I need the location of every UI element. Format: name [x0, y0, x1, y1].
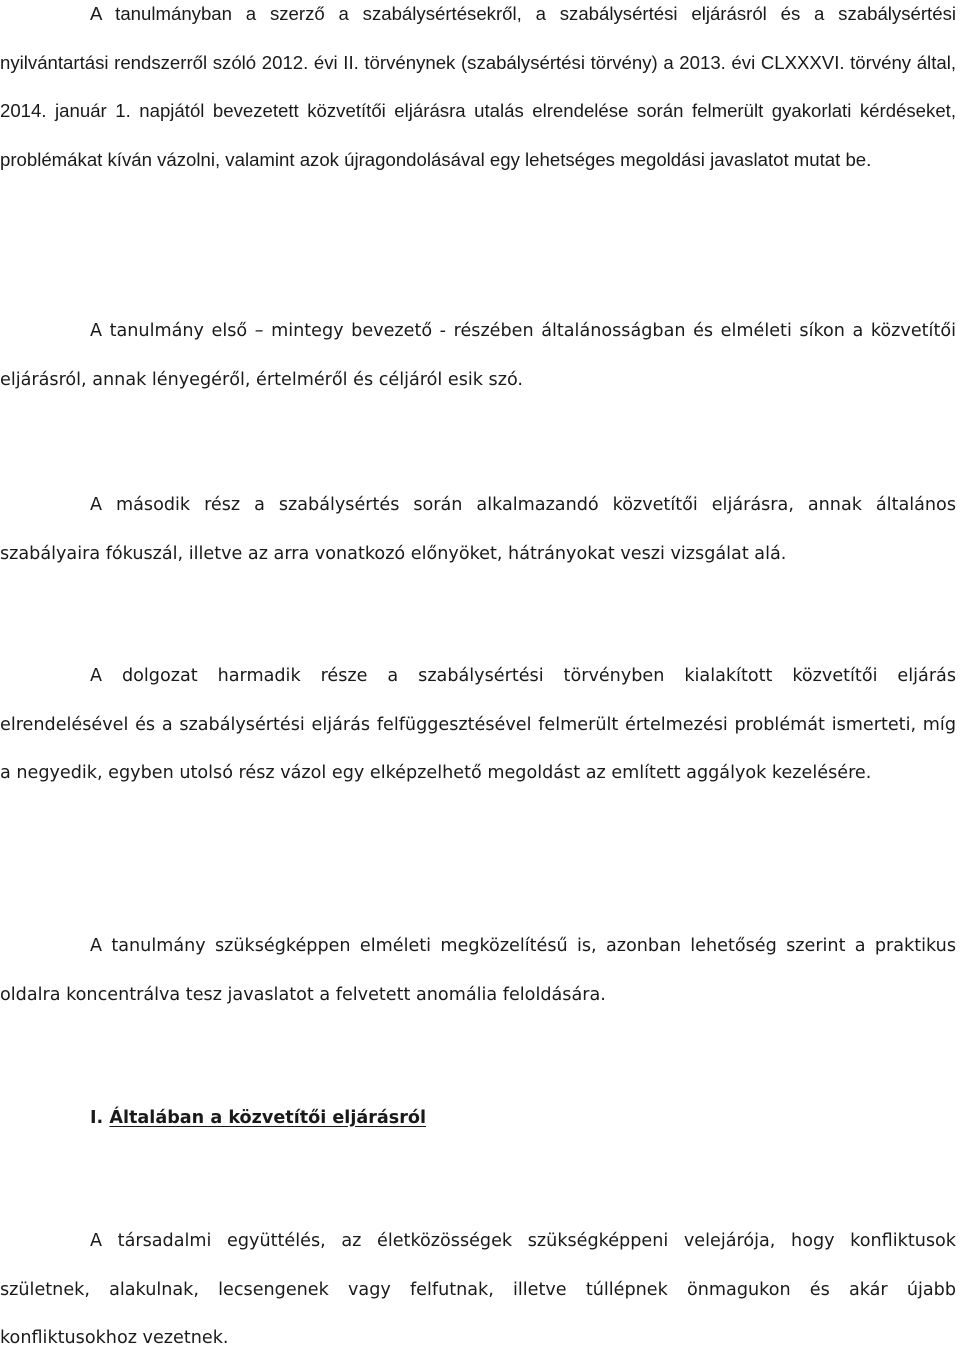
abstract-paragraph-1: A tanulmányban a szerző a szabálysértésekről, a szabálysértési eljárásról és a szabálysértési nyilvántartási rendszerről szóló 2012. évi II. törvénynek (szabálysértési törvény) a 2013. évi CLXXXVI. törvény által, 2014. január 1. napjától bevezetett közvetítői eljárásra utalás elrendelése során felmerült gyakorlati kérdéseket, problémákat kíván vázolni, valamint azok újragondolásával egy lehetséges megoldási javaslatot mutat be.	[0, 3, 956, 171]
abstract-paragraph-2: A tanulmány első – mintegy bevezető - részében általánosságban és elméleti síkon a közvetítői eljárásról, annak lényegéről, értelméről és céljáról esik szó.	[0, 321, 956, 390]
section-number: I.	[90, 1108, 104, 1128]
abstract-paragraph-5: A tanulmány szükségképpen elméleti megközelítésű is, azonban lehetőség szerint a praktikus oldalra koncentrálva tesz javaslatot a felvetett anomália feloldására.	[0, 936, 956, 1005]
section-paragraph-1: A társadalmi együttélés, az életközösségek szükségképpeni velejárója, hogy konfliktusok születnek, alakulnak, lecsengenek vagy felfutnak, illetve túllépnek önmagukon és akár újabb konfliktusokhoz vezetnek.	[0, 1231, 956, 1349]
section-title: Általában a közvetítői eljárásról	[109, 1108, 427, 1128]
abstract-paragraph-4: A dolgozat harmadik része a szabálysértési törvényben kialakított közvetítői eljárás elrendelésével és a szabálysértési eljárás felfüggesztésével felmerült értelmezési problémát ismerteti, míg a negyedik, egyben utolsó rész vázol egy elképzelhető megoldást az említett aggályok kezelésére.	[0, 666, 956, 784]
section-heading	[90, 1094, 426, 1142]
abstract-paragraph-3: A második rész a szabálysértés során alkalmazandó közvetítői eljárásra, annak általános szabályaira fókuszál, illetve az arra vonatkozó előnyöket, hátrányokat veszi vizsgálat alá.	[0, 495, 956, 564]
